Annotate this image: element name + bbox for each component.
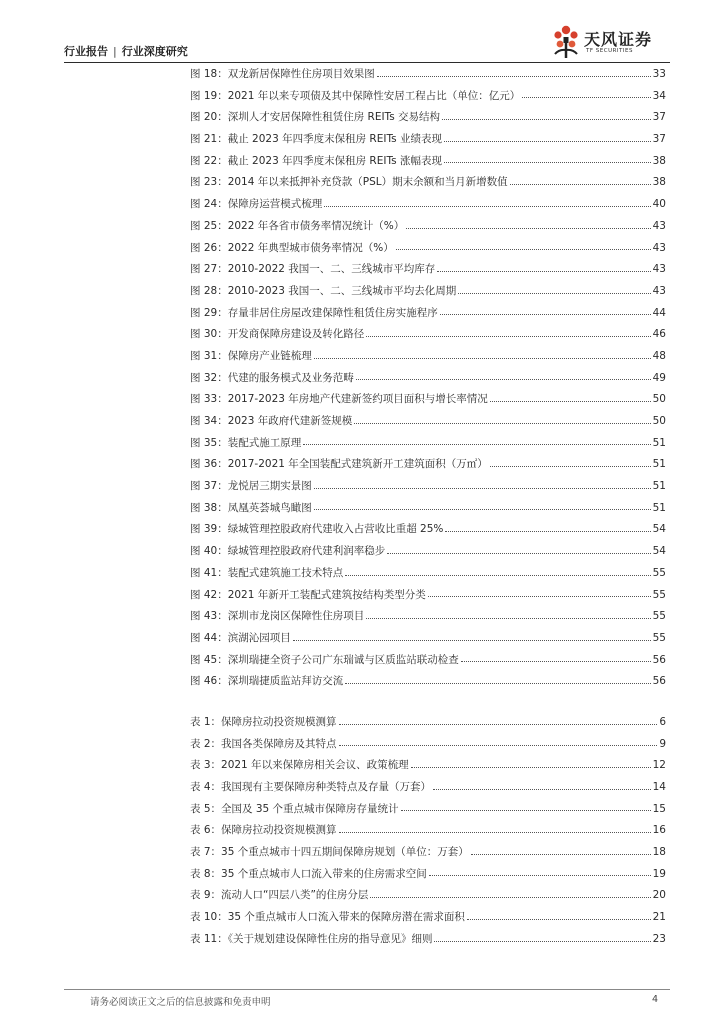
list-gap: [190, 693, 666, 712]
toc-entry-label: 表 8：35 个重点城市人口流入带来的住房需求空间: [190, 867, 427, 880]
dot-leader: [324, 206, 650, 207]
dot-leader: [444, 141, 651, 142]
toc-figure-entry[interactable]: [190, 541, 666, 563]
breadcrumb: [64, 43, 188, 59]
toc-entry-page: 44: [652, 306, 666, 319]
toc-table-entry[interactable]: [190, 885, 666, 907]
dot-leader: [396, 249, 651, 250]
dot-leader: [366, 336, 650, 337]
toc-figure-entry[interactable]: [190, 411, 666, 433]
toc-entry-label: 图 31：保障房产业链梳理: [190, 349, 312, 362]
dot-leader: [490, 466, 651, 467]
toc-entry-page: 34: [652, 89, 666, 102]
toc-entry-label: 图 34：2023 年政府代建新签规模: [190, 415, 353, 427]
toc-entry-page: 50: [652, 415, 666, 427]
toc-entry-label: 图 24：保障房运营模式梳理: [190, 198, 323, 211]
toc-table-entry[interactable]: [190, 755, 666, 777]
dot-leader: [314, 488, 651, 489]
toc-figure-entry[interactable]: [190, 498, 666, 520]
toc-figure-entry[interactable]: [190, 671, 666, 693]
toc-entry-page: 54: [652, 545, 666, 558]
toc-figure-entry[interactable]: [190, 303, 666, 325]
toc-entry-label: 表 5：全国及 35 个重点城市保障房存量统计: [190, 802, 399, 815]
toc-entry-label: 表 9：流动人口“四层八类”的住房分层: [190, 889, 369, 902]
dot-leader: [387, 553, 650, 554]
toc-figure-entry[interactable]: [190, 368, 666, 390]
toc-entry-page: 38: [652, 176, 666, 189]
dot-leader: [445, 531, 650, 532]
company-logo: [548, 20, 668, 60]
toc-figure-entry[interactable]: [190, 650, 666, 672]
toc-entry-label: 图 18：双龙新居保障性住房项目效果图: [190, 68, 375, 80]
toc-figure-entry[interactable]: [190, 628, 666, 650]
page-header: [64, 20, 670, 60]
toc-entry-page: 51: [652, 480, 666, 493]
logo-flower-icon: [548, 22, 584, 60]
toc-entry-label: 图 44：滨湖沁园项目: [190, 631, 291, 644]
toc-figure-entry[interactable]: [190, 64, 666, 86]
toc-figure-entry[interactable]: [190, 107, 666, 129]
dot-leader: [354, 423, 650, 424]
dot-leader: [428, 596, 651, 597]
logo-subtitle: TF SECURITIES: [586, 48, 633, 54]
toc-entry-page: 14: [652, 781, 666, 793]
toc-figure-entry[interactable]: [190, 346, 666, 368]
toc-entry-label: 图 20：深圳人才安居保障性租赁住房 REITs 交易结构: [190, 111, 441, 124]
toc-entry-page: 56: [652, 653, 666, 666]
toc-table-entry[interactable]: [190, 842, 666, 864]
toc-figure-entry[interactable]: [190, 563, 666, 585]
dot-leader: [339, 745, 658, 746]
toc-entry-page: 20: [652, 889, 666, 902]
logo-name: 天风证券: [584, 30, 653, 49]
dot-leader: [293, 640, 651, 641]
toc-figure-entry[interactable]: [190, 606, 666, 628]
toc-entry-label: 图 38：凤凰英荟城鸟瞰图: [190, 501, 312, 514]
toc-table-entry[interactable]: [190, 712, 666, 734]
toc-entry-page: 19: [652, 867, 666, 880]
toc-entry-label: 表 7：35 个重点城市十四五期间保障房规划（单位：万套）: [190, 846, 469, 859]
toc-figure-entry[interactable]: [190, 519, 666, 541]
page-number: 4: [652, 994, 659, 1005]
toc-figure-entry[interactable]: [190, 238, 666, 260]
table-of-contents: [190, 64, 666, 951]
dot-leader: [314, 358, 651, 359]
toc-entry-page: 55: [652, 588, 666, 601]
toc-entry-page: 43: [652, 241, 666, 254]
toc-entry-label: 图 36：2017-2021 年全国装配式建筑新开工建筑面积（万㎡）: [190, 458, 488, 471]
toc-entry-page: 54: [652, 523, 666, 536]
toc-entry-label: 图 39：绿城管理控股政府代建收入占营收比重超 25%: [190, 523, 444, 536]
toc-entry-page: 12: [652, 759, 666, 772]
dot-leader: [434, 941, 650, 942]
toc-entry-page: 56: [652, 675, 666, 688]
dot-leader: [345, 575, 650, 576]
toc-entry-label: 图 19：2021 年以来专项债及其中保障性安居工程占比（单位：亿元）: [190, 89, 521, 102]
toc-entry-label: 表 6：保障房拉动投资规模测算: [190, 824, 337, 837]
toc-figure-entry[interactable]: [190, 194, 666, 216]
dot-leader: [437, 271, 650, 272]
toc-entry-page: 50: [652, 393, 666, 406]
dot-leader: [440, 314, 651, 315]
dot-leader: [345, 683, 650, 684]
toc-entry-page: 43: [652, 263, 666, 276]
toc-figure-entry[interactable]: [190, 585, 666, 607]
toc-entry-page: 23: [652, 932, 666, 945]
dot-leader: [433, 789, 651, 790]
dot-leader: [461, 661, 651, 662]
toc-entry-label: 图 46：深圳瑞捷质监站拜访交流: [190, 675, 344, 688]
toc-table-entry[interactable]: [190, 734, 666, 756]
toc-entry-page: 51: [652, 501, 666, 514]
footer-divider: [64, 989, 670, 990]
dot-leader: [471, 854, 651, 855]
toc-entry-label: 图 27：2010-2022 我国一、二、三线城市平均库存: [190, 263, 436, 276]
toc-entry-label: 图 30：开发商保障房建设及转化路径: [190, 328, 365, 341]
toc-entry-label: 图 25：2022 年各省市债务率情况统计（%）: [190, 219, 405, 232]
toc-figure-entry[interactable]: [190, 151, 666, 173]
toc-entry-label: 表 3：2021 年以来保障房相关会议、政策梳理: [190, 759, 409, 772]
toc-figure-entry[interactable]: [190, 281, 666, 303]
toc-figure-entry[interactable]: [190, 324, 666, 346]
header-divider: [64, 62, 670, 63]
dot-leader: [377, 76, 651, 77]
toc-entry-page: 51: [652, 436, 666, 449]
toc-entry-label: 图 33：2017-2023 年房地产代建新签约项目面积与增长率情况: [190, 393, 488, 406]
toc-entry-label: 图 41：装配式建筑施工技术特点: [190, 566, 344, 579]
toc-entry-page: 15: [652, 802, 666, 815]
toc-table-entry[interactable]: [190, 929, 666, 951]
dot-leader: [314, 509, 651, 510]
toc-entry-label: 图 22：截止 2023 年四季度末保租房 REITs 涨幅表现: [190, 154, 442, 167]
dot-leader: [401, 810, 651, 811]
toc-entry-page: 40: [652, 198, 666, 211]
toc-entry-page: 43: [652, 284, 666, 297]
toc-entry-label: 表 4：我国现有主要保障房种类特点及存量（万套）: [190, 781, 432, 793]
toc-entry-page: 37: [652, 133, 666, 146]
toc-entry-page: 49: [652, 371, 666, 384]
dot-leader: [490, 401, 651, 402]
toc-figure-entry[interactable]: [190, 433, 666, 455]
toc-table-entry[interactable]: [190, 820, 666, 842]
toc-entry-label: 图 37：龙悦居三期实景图: [190, 480, 312, 493]
dot-leader: [366, 618, 650, 619]
dot-leader: [370, 897, 650, 898]
dot-leader: [356, 379, 651, 380]
toc-figure-entry[interactable]: [190, 129, 666, 151]
toc-entry-page: 37: [652, 111, 666, 124]
dot-leader: [442, 119, 651, 120]
toc-entry-label: 表 10：35 个重点城市人口流入带来的保障房潜在需求面积: [190, 911, 465, 924]
toc-entry-page: 55: [652, 566, 666, 579]
toc-entry-label: 表 11：《关于规划建设保障性住房的指导意见》细则: [190, 932, 433, 945]
toc-entry-page: 38: [652, 154, 666, 167]
toc-figure-entry[interactable]: [190, 259, 666, 281]
toc-entry-label: 图 42：2021 年新开工装配式建筑按结构类型分类: [190, 588, 426, 601]
dot-leader: [444, 162, 651, 163]
toc-entry-page: 33: [652, 68, 666, 80]
toc-entry-label: 图 26：2022 年典型城市债务率情况（%）: [190, 241, 394, 254]
toc-entry-page: 6: [659, 715, 666, 728]
dot-leader: [522, 97, 650, 98]
toc-figure-entry[interactable]: [190, 172, 666, 194]
breadcrumb-report-type: 行业报告: [64, 45, 108, 58]
table-list: [190, 712, 666, 951]
toc-entry-page: 51: [652, 458, 666, 471]
toc-entry-label: 表 2：我国各类保障房及其特点: [190, 737, 337, 750]
figure-list: [190, 64, 666, 693]
toc-figure-entry[interactable]: [190, 389, 666, 411]
toc-entry-label: 图 43：深圳市龙岗区保障性住房项目: [190, 610, 365, 623]
dot-leader: [429, 875, 651, 876]
toc-figure-entry[interactable]: [190, 476, 666, 498]
toc-entry-label: 图 29：存量非居住房屋改建保障性租赁住房实施程序: [190, 306, 438, 319]
toc-entry-page: 21: [652, 911, 666, 924]
toc-entry-page: 46: [652, 328, 666, 341]
toc-entry-label: 表 1：保障房拉动投资规模测算: [190, 715, 337, 728]
toc-entry-page: 55: [652, 631, 666, 644]
toc-entry-label: 图 32：代建的服务模式及业务范畴: [190, 371, 354, 384]
toc-entry-page: 9: [659, 737, 666, 750]
toc-entry-page: 48: [652, 349, 666, 362]
toc-entry-page: 55: [652, 610, 666, 623]
dot-leader: [458, 293, 650, 294]
toc-entry-page: 18: [652, 846, 666, 859]
dot-leader: [406, 228, 650, 229]
toc-entry-page: 16: [652, 824, 666, 837]
toc-entry-label: 图 28：2010-2023 我国一、二、三线城市平均去化周期: [190, 284, 457, 297]
footer-disclaimer: 请务必阅读正文之后的信息披露和免责申明: [90, 997, 271, 1008]
toc-table-entry[interactable]: [190, 799, 666, 821]
toc-entry-label: 图 21：截止 2023 年四季度末保租房 REITs 业绩表现: [190, 133, 442, 146]
dot-leader: [339, 832, 651, 833]
toc-table-entry[interactable]: [190, 907, 666, 929]
dot-leader: [411, 767, 651, 768]
breadcrumb-report-category: 行业深度研究: [121, 45, 188, 58]
toc-table-entry[interactable]: [190, 777, 666, 799]
toc-figure-entry[interactable]: [190, 86, 666, 108]
toc-entry-label: 图 35：装配式施工原理: [190, 436, 302, 449]
toc-entry-page: 43: [652, 219, 666, 232]
toc-entry-label: 图 40：绿城管理控股政府代建利润率稳步: [190, 545, 386, 558]
toc-entry-label: 图 23：2014 年以来抵押补充贷款（PSL）期末余额和当月新增数值: [190, 176, 508, 189]
dot-leader: [303, 444, 650, 445]
dot-leader: [467, 919, 651, 920]
toc-figure-entry[interactable]: [190, 454, 666, 476]
breadcrumb-separator: |: [113, 45, 117, 58]
dot-leader: [339, 724, 658, 725]
dot-leader: [510, 184, 651, 185]
toc-entry-label: 图 45：深圳瑞捷全资子公司广东瑞诚与区质监站联动检查: [190, 653, 459, 666]
toc-table-entry[interactable]: [190, 864, 666, 886]
toc-figure-entry[interactable]: [190, 216, 666, 238]
